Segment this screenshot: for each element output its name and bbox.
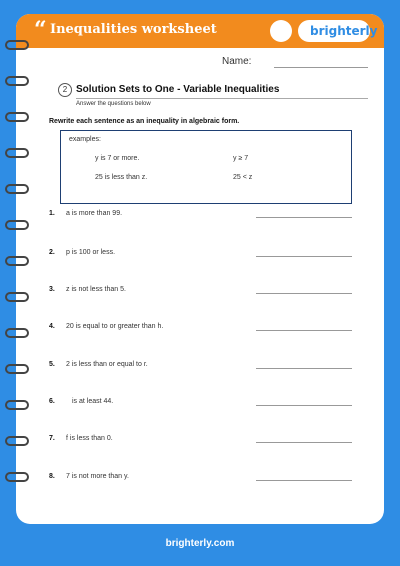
question-item (49, 210, 122, 217)
question-item (49, 323, 163, 330)
example-sentence: 25 is less than z. (95, 174, 148, 181)
question-item (49, 249, 115, 256)
section-title: Solution Sets to One - Variable Inequalities (76, 84, 280, 95)
binder-ring (5, 400, 29, 410)
binder-ring (5, 292, 29, 302)
question-text: f is less than 0. (66, 435, 113, 442)
question-item (49, 361, 148, 368)
answer-line[interactable] (256, 293, 352, 294)
binder-ring (5, 148, 29, 158)
section-number: 2 (58, 83, 72, 97)
worksheet-header (16, 14, 384, 48)
example-inequality: 25 < z (233, 174, 253, 181)
decorative-circle (270, 20, 292, 42)
binder-ring (5, 184, 29, 194)
binder-ring (5, 76, 29, 86)
binder-ring (5, 256, 29, 266)
binder-ring (5, 472, 29, 482)
answer-line[interactable] (256, 217, 352, 218)
question-number: 4. (49, 323, 55, 330)
question-text: p is 100 or less. (66, 249, 116, 256)
brand-logo-text: brighterly (310, 24, 378, 38)
examples-box (60, 130, 352, 204)
question-item (49, 435, 113, 442)
question-number: 6. (49, 398, 55, 405)
question-number: 1. (49, 210, 55, 217)
question-text: z is not less than 5. (66, 286, 126, 293)
answer-line[interactable] (256, 368, 352, 369)
binder-ring (5, 112, 29, 122)
brand-logo (298, 20, 378, 42)
answer-line[interactable] (256, 442, 352, 443)
question-item (49, 286, 126, 293)
question-text: 20 is equal to or greater than h. (66, 323, 164, 330)
answer-line[interactable] (256, 405, 352, 406)
answer-line[interactable] (256, 256, 352, 257)
answer-line[interactable] (256, 480, 352, 481)
footer-url: brighterly.com (165, 538, 235, 549)
question-text: a is more than 99. (66, 210, 123, 217)
binder-ring (5, 436, 29, 446)
example-inequality: y ≥ 7 (233, 155, 249, 162)
name-label: Name: (222, 56, 252, 67)
section-subtitle: Answer the questions below (76, 101, 151, 107)
question-text: 2 is less than or equal to r. (66, 361, 148, 368)
binder-ring (5, 364, 29, 374)
question-number: 2. (49, 249, 55, 256)
worksheet-page (16, 14, 384, 524)
section-divider (76, 98, 368, 99)
quote-icon: “ (34, 17, 47, 43)
question-text: is at least 44. (72, 398, 114, 405)
answer-line[interactable] (256, 330, 352, 331)
name-answer-line (274, 67, 368, 68)
worksheet-title: Inequalities worksheet (50, 22, 217, 37)
question-number: 3. (49, 286, 55, 293)
binder-ring (5, 40, 29, 50)
binder-ring (5, 328, 29, 338)
question-number: 7. (49, 435, 55, 442)
question-item (49, 473, 129, 480)
instruction-text: Rewrite each sentence as an inequality in algebraic form. (49, 118, 240, 125)
question-text: 7 is not more than y. (66, 473, 129, 480)
example-sentence: y is 7 or more. (95, 155, 140, 162)
question-item (49, 398, 113, 405)
examples-label: examples: (69, 136, 101, 143)
question-number: 8. (49, 473, 55, 480)
question-number: 5. (49, 361, 55, 368)
binder-ring (5, 220, 29, 230)
